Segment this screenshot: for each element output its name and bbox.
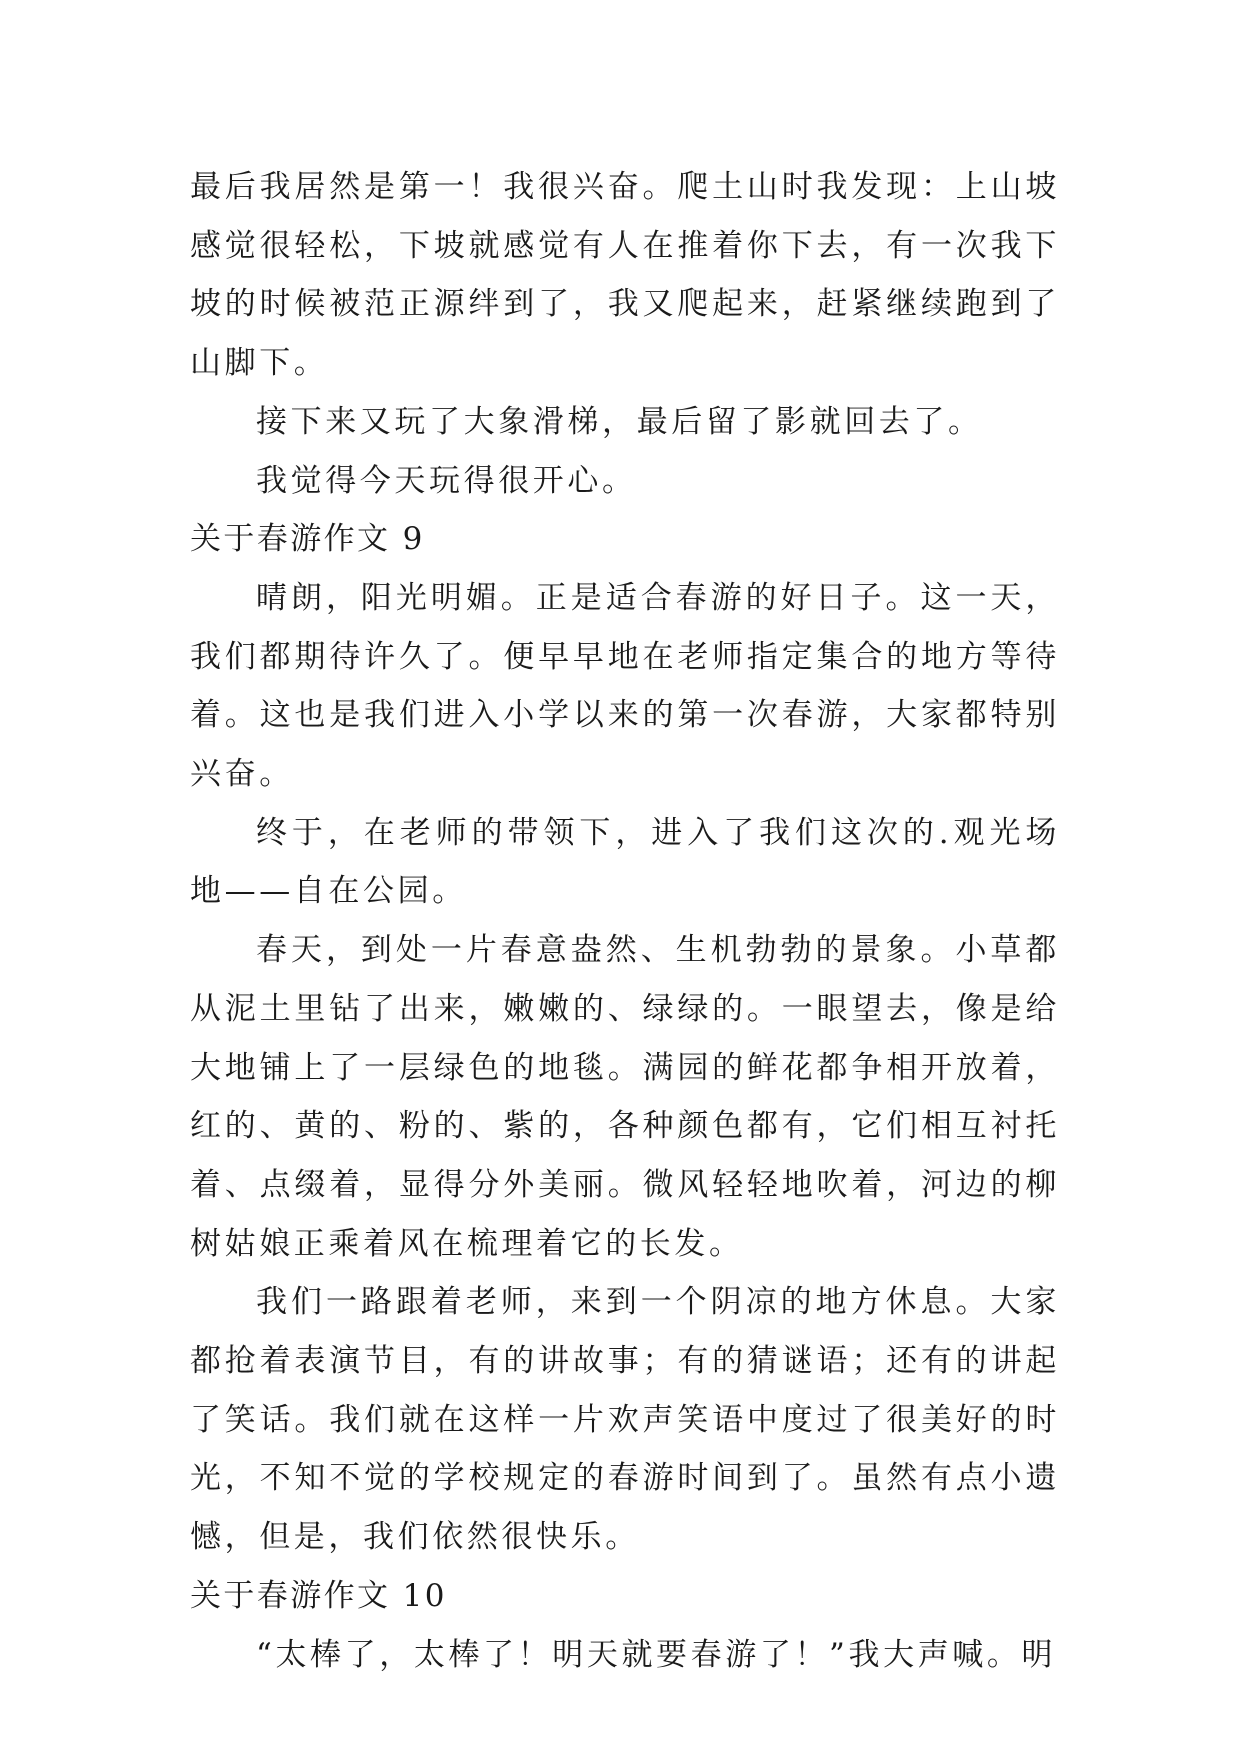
paragraph: 我们一路跟着老师，来到一个阴凉的地方休息。大家都抢着表演节目，有的讲故事；有的猜谜语；还有的讲起了笑话。我们就在这样一片欢声笑语中度过了很美好的时光，不知不觉的学校规定的春游时间到了。虽然有点小遗憾，但是，我们依然很快乐。 — [190, 1284, 1060, 1556]
paragraph: 接下来又玩了大象滑梯，最后留了影就回去了。 — [256, 403, 983, 440]
document-page — [190, 158, 1060, 1684]
section-heading: 关于春游作文 9 — [190, 521, 425, 558]
paragraph: 春天，到处一片春意盎然、生机勃勃的景象。小草都从泥土里钻了出来，嫩嫩的、绿绿的。一眼望去，像是给大地铺上了一层绿色的地毯。满园的鲜花都争相开放着，红的、黄的、粉的、紫的，各种颜色都有，它们相互衬托着、点缀着，显得分外美丽。微风轻轻地吹着，河边的柳树姑娘正乘着风在梳理着它的长发。 — [190, 932, 1060, 1262]
paragraph: 我觉得今天玩得很开心。 — [256, 462, 637, 499]
paragraph: 终于，在老师的带领下，进入了我们这次的.观光场地——自在公园。 — [190, 814, 1060, 910]
paragraph: 最后我居然是第一！我很兴奋。爬土山时我发现：上山坡感觉很轻松，下坡就感觉有人在推着你下去，有一次我下坡的时候被范正源绊到了，我又爬起来，赶紧继续跑到了山脚下。 — [190, 169, 1060, 382]
paragraph: “太棒了，太棒了！明天就要春游了！”我大声喊。明 — [256, 1636, 1057, 1673]
section-heading: 关于春游作文 10 — [190, 1577, 447, 1614]
paragraph: 晴朗，阳光明媚。正是适合春游的好日子。这一天，我们都期待许久了。便早早地在老师指定集合的地方等待着。这也是我们进入小学以来的第一次春游，大家都特别兴奋。 — [190, 579, 1060, 793]
